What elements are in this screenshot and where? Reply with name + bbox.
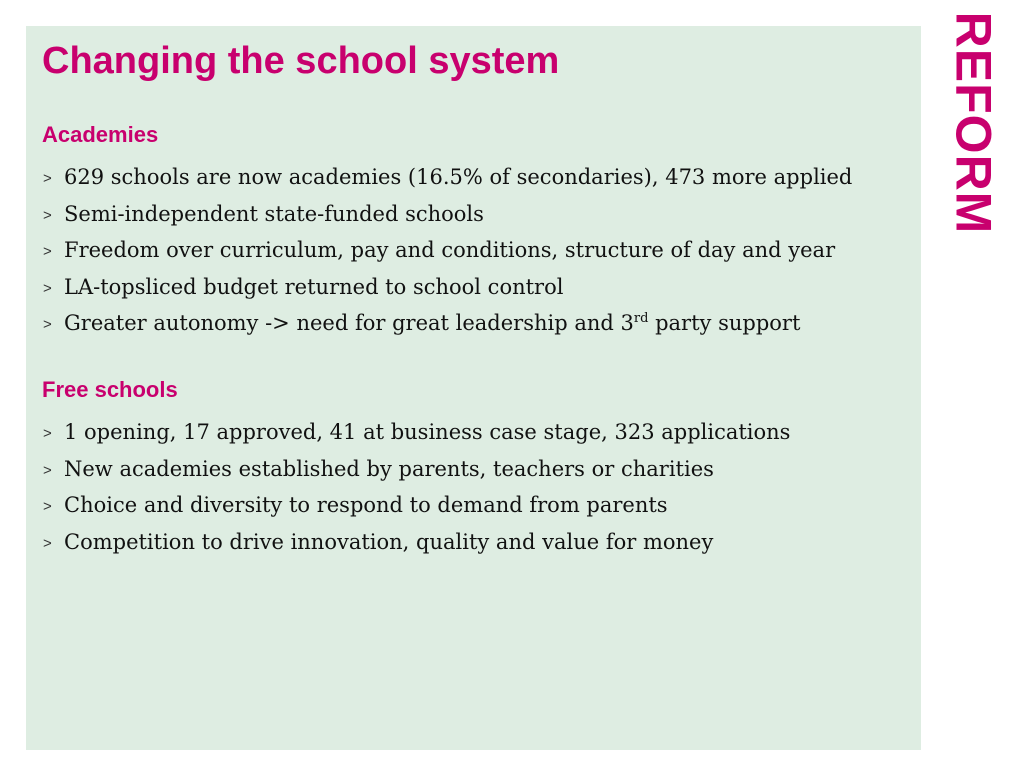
reform-logo-text: REFORM <box>945 11 1001 235</box>
bullet-list <box>42 159 912 342</box>
list-item <box>42 232 912 269</box>
ordinal-superscript: rd <box>633 311 649 326</box>
list-item <box>42 487 912 524</box>
bullet-text-continued: party support <box>648 311 801 335</box>
list-item <box>42 305 912 342</box>
bullet-text: 1 opening, 17 approved, 41 at business case stage, 323 applications <box>64 420 791 444</box>
bullet-marker: > <box>43 425 52 442</box>
bullet-marker: > <box>43 243 52 260</box>
bullet-text: Choice and diversity to respond to demand from parents <box>64 493 668 517</box>
bullet-text: Semi-independent state-funded schools <box>64 201 484 226</box>
list-item <box>42 524 912 561</box>
bullet-marker: > <box>43 279 52 297</box>
list-item <box>42 451 912 488</box>
bullet-marker: > <box>43 206 52 224</box>
section-free-schools <box>42 376 912 560</box>
bullet-text: New academies established by parents, teachers or charities <box>64 456 714 481</box>
section-heading: Free schools <box>42 377 178 402</box>
bullet-text: Freedom over curriculum, pay and conditions, structure of day and year <box>64 238 836 262</box>
slide-title: Changing the school system <box>42 40 560 82</box>
list-item <box>42 159 912 196</box>
list-item <box>42 196 912 233</box>
bullet-text: LA-topsliced budget returned to school control <box>64 274 564 299</box>
reform-logo <box>944 11 1002 235</box>
bullet-marker: > <box>43 461 52 479</box>
bullet-marker: > <box>43 170 52 187</box>
bullet-list <box>42 414 912 560</box>
section-academies <box>42 121 912 342</box>
bullet-marker: > <box>43 316 52 333</box>
list-item <box>42 269 912 306</box>
bullet-marker: > <box>43 498 52 515</box>
list-item <box>42 414 912 451</box>
bullet-text: 629 schools are now academies (16.5% of secondaries), 473 more applied <box>64 165 853 189</box>
bullet-text: Greater autonomy -> need for great leadership and 3 <box>64 311 634 335</box>
section-heading: Academies <box>42 122 159 147</box>
bullet-marker: > <box>43 534 52 552</box>
bullet-text: Competition to drive innovation, quality and value for money <box>64 529 714 554</box>
